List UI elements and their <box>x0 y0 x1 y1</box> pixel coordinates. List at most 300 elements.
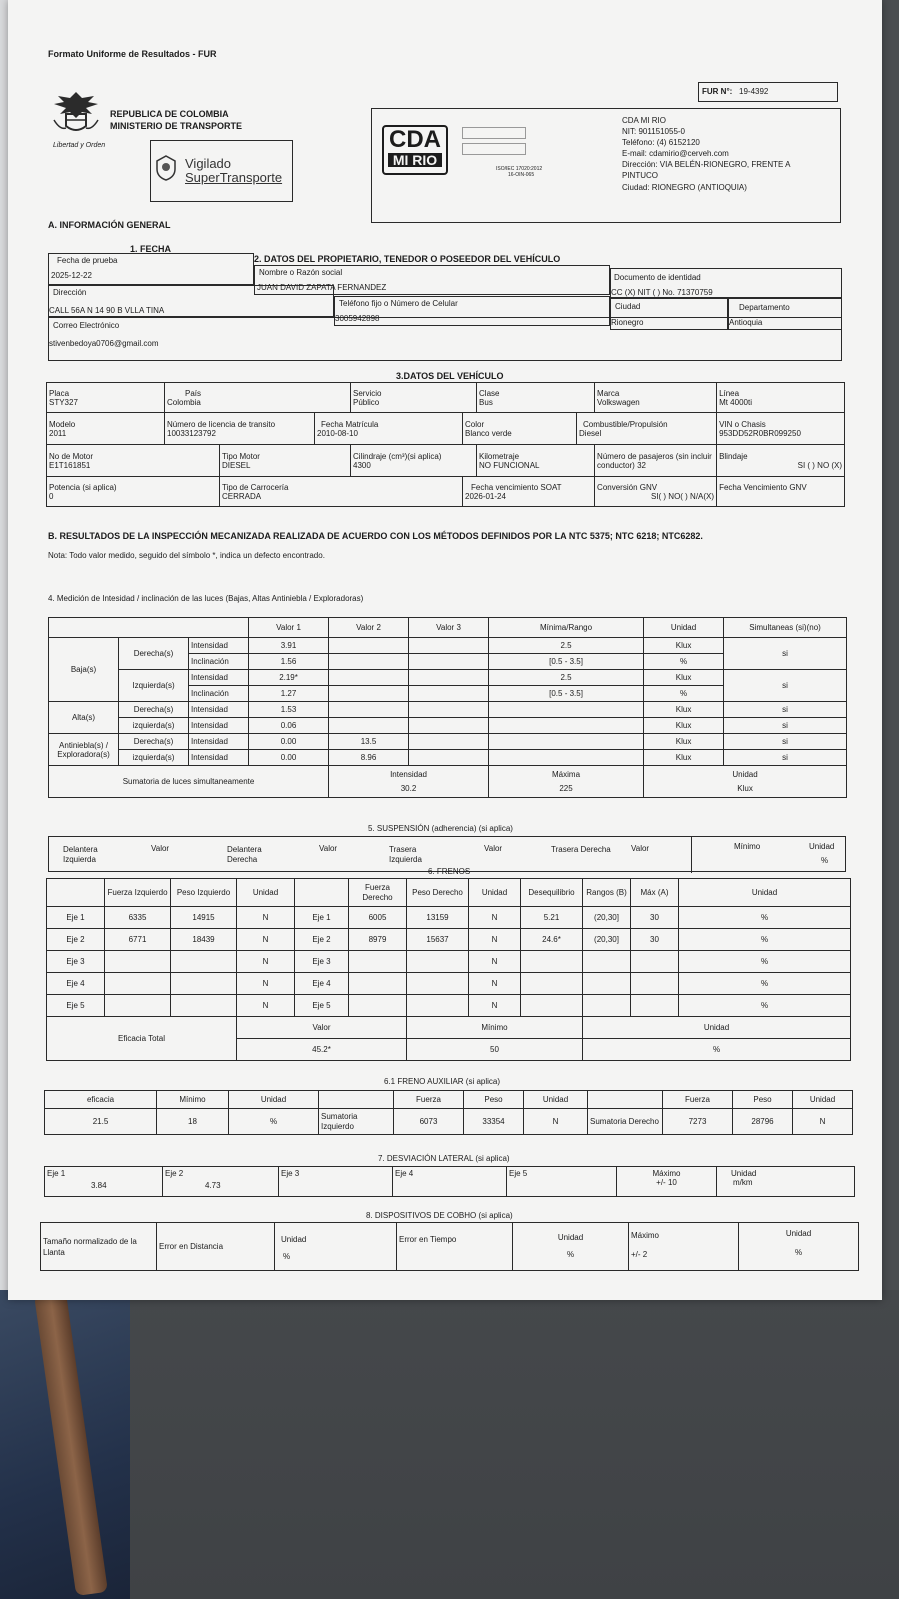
fur-document <box>8 0 882 1300</box>
suspension-unit: % <box>821 856 829 865</box>
brake-unidad-der: N <box>469 929 521 951</box>
cilindraje-cell <box>351 445 477 477</box>
fur-number-label: FUR N°: <box>702 87 733 96</box>
brake-unidad-izq: N <box>237 995 295 1017</box>
eficacia-valor-label: Valor <box>237 1017 407 1039</box>
gov-line1: REPUBLICA DE COLOMBIA <box>110 109 229 119</box>
modelo-value: 2011 <box>49 428 67 438</box>
direccion-cell <box>48 285 334 317</box>
brake-fuerza-izq: 6335 <box>105 907 171 929</box>
suspension-minimo-label: Mínimo <box>734 842 761 851</box>
baja-izquierda-label: Izquierda(s) <box>119 670 189 702</box>
cobro-tiempo-unit: % <box>566 1250 575 1259</box>
vin-cell <box>717 413 845 445</box>
lights-table <box>48 617 847 798</box>
sumatoria-maxima-value: 225 <box>559 784 573 793</box>
sumatoria-maxima-cell <box>489 766 644 798</box>
eficacia-minimo-label: Mínimo <box>407 1017 583 1039</box>
departamento-label: Departamento <box>739 303 790 312</box>
cobro-llanta-label: Tamaño normalizado de la Llanta <box>41 1223 157 1271</box>
ciudad-label: Ciudad <box>615 302 641 311</box>
sumatoria-unidad-cell <box>644 766 847 798</box>
intensidad-label: Intensidad <box>189 718 249 734</box>
brake-unidad-der: N <box>469 973 521 995</box>
brake-unit: % <box>679 929 851 951</box>
brake-peso-der: 15637 <box>407 929 469 951</box>
suspension-valor-3: Valor <box>484 844 503 853</box>
brake-eje-label-der: Eje 2 <box>295 929 349 951</box>
brake-eje-label-der: Eje 3 <box>295 951 349 973</box>
baja-izq-inc-v1: 1.27 <box>249 686 329 702</box>
cda-logo-bottom: MI RIO <box>388 153 442 167</box>
linea-cell <box>717 383 845 413</box>
nombre-label: Nombre o Razón social <box>259 268 343 277</box>
brake-unidad-izq: N <box>237 973 295 995</box>
cobro-table <box>40 1222 859 1271</box>
brake-peso-der: 13159 <box>407 907 469 929</box>
potencia-label: Potencia (si aplica) <box>49 482 117 492</box>
antiniebla-der-simultanea: si <box>724 734 847 750</box>
brake-unit: % <box>679 973 851 995</box>
placa-label: Placa <box>49 388 70 398</box>
antiniebla-izq-v1: 0.00 <box>249 750 329 766</box>
vigilado-line2: SuperTransporte <box>185 170 283 185</box>
antiniebla-derecha-label: Derecha(s) <box>119 734 189 750</box>
aux-minimo-label: Mínimo <box>157 1091 229 1109</box>
lights-header-valor3: Valor 3 <box>409 618 489 638</box>
vin-value: 953DD52R0BR099250 <box>719 428 801 438</box>
cobro-unit-cell <box>739 1223 859 1271</box>
combustible-label: Combustible/Propulsión <box>583 419 668 429</box>
sumatoria-maxima-label: Máxima <box>552 770 581 779</box>
deviation-eje2-cell <box>163 1167 279 1197</box>
cda-info-box <box>371 108 841 223</box>
brakes-header-max: Máx (A) <box>631 879 679 907</box>
eficacia-minimo: 50 <box>407 1039 583 1061</box>
aux-peso-label-der: Peso <box>733 1091 793 1109</box>
correo-label: Correo Electrónico <box>53 321 120 330</box>
deviation-max-label: Máximo <box>652 1169 681 1178</box>
brake-unit: % <box>679 951 851 973</box>
antiniebla-izq-v2: 8.96 <box>329 750 409 766</box>
brake-desequilibrio <box>521 973 583 995</box>
suspension-valor-1: Valor <box>151 844 170 853</box>
brake-eje-label: Eje 5 <box>47 995 105 1017</box>
intensidad-label: Intensidad <box>189 750 249 766</box>
deviation-max-cell <box>617 1167 717 1197</box>
brake-peso-izq <box>171 995 237 1017</box>
baja-der-int-v3 <box>409 638 489 654</box>
document-title: Formato Uniforme de Resultados - FUR <box>48 49 217 59</box>
brake-fuerza-izq <box>105 951 171 973</box>
cilindraje-value: 4300 <box>353 460 371 470</box>
gnv-label: Conversión GNV <box>597 482 658 492</box>
cobro-tiempo-cell <box>397 1223 513 1271</box>
brake-unit: % <box>679 995 851 1017</box>
antiniebla-der-min <box>489 734 644 750</box>
antiniebla-izquierda-label: izquierda(s) <box>119 750 189 766</box>
baja-der-int-unit: Klux <box>644 638 724 654</box>
brake-fuerza-izq <box>105 995 171 1017</box>
deviation-eje5-label: Eje 5 <box>509 1169 528 1178</box>
brakes-header-fuerza-izq: Fuerza Izquierdo <box>105 879 171 907</box>
alta-derecha-label: Derecha(s) <box>119 702 189 718</box>
cobro-max-label: Máximo <box>631 1231 660 1240</box>
antiniebla-izq-simultanea: si <box>724 750 847 766</box>
intensidad-label: Intensidad <box>189 670 249 686</box>
cda-city: Ciudad: RIONEGRO (ANTIOQUIA) <box>622 183 747 192</box>
brake-fuerza-izq: 6771 <box>105 929 171 951</box>
lights-header-simultaneas: Simultaneas (si)(no) <box>724 618 847 638</box>
alta-izq-unit: Klux <box>644 718 724 734</box>
brake-fuerza-der <box>349 973 407 995</box>
brake-row <box>47 995 851 1017</box>
cda-address2: PINTUCO <box>622 171 658 180</box>
baja-izq-simultanea: si <box>724 670 847 702</box>
brakes-table <box>46 878 851 1061</box>
deviation-eje4-label: Eje 4 <box>395 1169 414 1178</box>
direccion-value: CALL 56A N 14 90 B VLLA TINA <box>49 306 165 315</box>
cda-address1: Dirección: VIA BELÉN-RIONEGRO, FRENTE A <box>622 160 791 169</box>
lights-header-minima: Mínima/Rango <box>489 618 644 638</box>
blindaje-cell <box>717 445 845 477</box>
lights-header-unidad: Unidad <box>644 618 724 638</box>
fecha-prueba-value: 2025-12-22 <box>51 271 92 280</box>
alta-izq-simultanea: si <box>724 718 847 734</box>
aux-brake-title: 6.1 FRENO AUXILIAR (si aplica) <box>384 1077 501 1086</box>
baja-label: Baja(s) <box>49 638 119 702</box>
blindaje-value: SI ( ) NO (X) <box>797 460 843 470</box>
brake-eje-label: Eje 4 <box>47 973 105 995</box>
cda-email: E-mail: cdamirio@cerveh.com <box>622 149 729 158</box>
aux-sum-izq-label: Sumatoria Izquierdo <box>319 1109 394 1135</box>
servicio-value: Público <box>353 397 380 407</box>
cda-stamp-box-1 <box>462 127 526 139</box>
aux-sum-der-label: Sumatoria Derecho <box>588 1109 663 1135</box>
clase-label: Clase <box>479 388 500 398</box>
aux-peso-label-izq: Peso <box>464 1091 524 1109</box>
clase-value: Bus <box>479 397 493 407</box>
cda-mi-rio-logo <box>382 125 448 175</box>
documento-label: Documento de identidad <box>614 273 701 282</box>
potencia-cell <box>47 477 220 507</box>
alta-der-unit: Klux <box>644 702 724 718</box>
suspension-del-izq-label: Delantera Izquierda <box>63 845 98 864</box>
cda-logo-top: CDA <box>389 126 441 153</box>
brake-unidad-der: N <box>469 995 521 1017</box>
documento-cell <box>610 268 842 298</box>
intensidad-label: Intensidad <box>189 702 249 718</box>
km-cell <box>477 445 595 477</box>
brakes-header-desequilibrio: Desequilibrio <box>521 879 583 907</box>
suspension-title: 5. SUSPENSIÓN (adherencia) (si aplica) <box>368 824 513 833</box>
pasajeros-label: Número de pasajeros (sin incluir conductor) <box>597 451 712 470</box>
licencia-value: 10033123792 <box>167 428 216 438</box>
deviation-eje4-cell <box>393 1167 507 1197</box>
cda-stamp-box-2 <box>462 143 526 155</box>
brake-desequilibrio <box>521 951 583 973</box>
deviation-eje1-cell <box>45 1167 163 1197</box>
aux-blank-1 <box>319 1091 394 1109</box>
cobro-unit: % <box>794 1248 803 1257</box>
alta-der-v1: 1.53 <box>249 702 329 718</box>
aux-eficacia: 21.5 <box>45 1109 157 1135</box>
soat-cell <box>463 477 595 507</box>
owner-heading: 2. DATOS DEL PROPIETARIO, TENEDOR O POSEEDOR DEL VEHÍCULO <box>254 254 561 264</box>
gov-motto: Libertad y Orden <box>53 142 106 149</box>
inclinacion-label: Inclinación <box>189 686 249 702</box>
brake-desequilibrio: 5.21 <box>521 907 583 929</box>
cda-nit: NIT: 901151055-0 <box>622 127 686 136</box>
cda-phone: Teléfono: (4) 6152120 <box>622 138 700 147</box>
deviation-eje2-value: 4.73 <box>205 1181 221 1190</box>
licencia-cell <box>165 413 315 445</box>
carroceria-cell <box>220 477 463 507</box>
brake-desequilibrio <box>521 995 583 1017</box>
marca-cell <box>595 383 717 413</box>
deviation-unit-cell <box>717 1167 855 1197</box>
brakes-header-blank-2 <box>295 879 349 907</box>
brake-peso-izq: 18439 <box>171 929 237 951</box>
baja-der-inc-unit: % <box>644 654 724 670</box>
modelo-cell <box>47 413 165 445</box>
linea-value: Mt 4000ti <box>719 397 752 407</box>
placa-cell <box>47 383 165 413</box>
suspension-valor-4: Valor <box>631 844 650 853</box>
intensidad-label: Intensidad <box>189 734 249 750</box>
sumatoria-label: Sumatoria de luces simultaneamente <box>49 766 329 798</box>
aux-unidad-label-izq: Unidad <box>524 1091 588 1109</box>
soat-label: Fecha vencimiento SOAT <box>471 482 562 492</box>
baja-izq-int-v1: 2.19* <box>249 670 329 686</box>
motor-value: E1T161851 <box>49 460 91 470</box>
telefono-value: 3005942898 <box>335 314 380 323</box>
baja-izq-inc-min: [0.5 - 3.5] <box>489 686 644 702</box>
fur-number: 19-4392 <box>739 87 769 96</box>
brake-peso-izq: 14915 <box>171 907 237 929</box>
motor-label: No de Motor <box>49 451 94 461</box>
pais-value: Colombia <box>167 397 201 407</box>
aux-unidad-label: Unidad <box>229 1091 319 1109</box>
color-value: Blanco verde <box>465 428 512 438</box>
blindaje-label: Blindaje <box>719 451 748 461</box>
pais-label: País <box>185 388 202 398</box>
cobro-tiempo-label: Error en Tiempo <box>399 1235 457 1244</box>
brakes-header-unidad-3: Unidad <box>679 879 851 907</box>
alta-izquierda-label: izquierda(s) <box>119 718 189 734</box>
cda-iso-code: 16-OIN-065 <box>508 172 535 178</box>
brake-max <box>631 973 679 995</box>
lights-header-valor2: Valor 2 <box>329 618 409 638</box>
brake-fuerza-izq <box>105 973 171 995</box>
fecha-prueba-label: Fecha de prueba <box>57 256 118 265</box>
cobro-unit-label: Unidad <box>785 1229 812 1238</box>
brake-unit: % <box>679 907 851 929</box>
documento-value: CC (X) NIT ( ) No. 71370759 <box>611 288 713 297</box>
linea-label: Línea <box>719 388 740 398</box>
aux-fuerza-label-der: Fuerza <box>663 1091 733 1109</box>
alta-izq-v2 <box>329 718 409 734</box>
brake-peso-der <box>407 995 469 1017</box>
alta-der-v2 <box>329 702 409 718</box>
sumatoria-unidad-label: Unidad <box>732 770 758 779</box>
alta-izq-v1: 0.06 <box>249 718 329 734</box>
antiniebla-der-v2: 13.5 <box>329 734 409 750</box>
deviation-eje1-value: 3.84 <box>91 1181 107 1190</box>
gnv-venc-cell <box>717 477 845 507</box>
deviation-unit: m/km <box>733 1178 753 1187</box>
aux-blank-2 <box>588 1091 663 1109</box>
baja-der-int-v1: 3.91 <box>249 638 329 654</box>
intensidad-label: Intensidad <box>189 638 249 654</box>
baja-der-inc-v1: 1.56 <box>249 654 329 670</box>
aux-eficacia-label: eficacia <box>45 1091 157 1109</box>
baja-der-int-v2 <box>329 638 409 654</box>
aux-unidad-izq: N <box>524 1109 588 1135</box>
vigilado-supertransporte-logo <box>150 140 293 202</box>
cobro-dist-unit-cell <box>275 1223 397 1271</box>
cobro-tiempo-unit-cell <box>513 1223 629 1271</box>
background-floor <box>130 1290 899 1599</box>
vigilado-line1: Vigilado <box>185 156 232 171</box>
brake-fuerza-der <box>349 995 407 1017</box>
baja-izq-int-v2 <box>329 670 409 686</box>
cobro-tiempo-unit-label: Unidad <box>557 1233 584 1242</box>
brake-rango <box>583 995 631 1017</box>
brake-peso-izq <box>171 951 237 973</box>
supertransporte-emblem-icon <box>155 155 177 181</box>
aux-fuerza-der: 7273 <box>663 1109 733 1135</box>
pais-cell <box>165 383 351 413</box>
aux-fuerza-label-izq: Fuerza <box>394 1091 464 1109</box>
departamento-value: Antioquia <box>729 318 763 327</box>
carroceria-value: CERRADA <box>222 491 262 501</box>
marca-value: Volkswagen <box>597 397 640 407</box>
telefono-label: Teléfono fijo o Número de Celular <box>339 299 458 308</box>
brake-eje-label: Eje 3 <box>47 951 105 973</box>
brakes-header-fuerza-der: Fuerza Derecho <box>349 879 407 907</box>
clase-cell <box>477 383 595 413</box>
antiniebla-der-v3 <box>409 734 489 750</box>
alta-izq-v3 <box>409 718 489 734</box>
licencia-label: Número de licencia de transito <box>167 419 276 429</box>
alta-izq-min <box>489 718 644 734</box>
cilindraje-label: Cilindraje (cm³)(si aplica) <box>353 451 442 461</box>
suspension-del-der-label: Delantera Derecha <box>227 845 262 864</box>
baja-der-inc-min: [0.5 - 3.5] <box>489 654 644 670</box>
brake-row <box>47 973 851 995</box>
lights-title: 4. Medición de Intesidad / inclinación de las luces (Bajas, Altas Antiniebla / Exploradoras) <box>48 594 364 603</box>
alta-der-min <box>489 702 644 718</box>
brake-eje-label: Eje 2 <box>47 929 105 951</box>
modelo-label: Modelo <box>49 419 76 429</box>
brake-unidad-der: N <box>469 951 521 973</box>
gnv-cell <box>595 477 717 507</box>
antiniebla-izq-min <box>489 750 644 766</box>
baja-izq-int-min: 2.5 <box>489 670 644 686</box>
brake-peso-der <box>407 951 469 973</box>
brake-rango: (20,30] <box>583 907 631 929</box>
vin-label: VIN o Chasis <box>719 419 766 429</box>
soat-value: 2026-01-24 <box>465 491 506 501</box>
brake-eje-label-der: Eje 1 <box>295 907 349 929</box>
deviation-title: 7. DESVIACIÓN LATERAL (si aplica) <box>378 1154 510 1163</box>
matricula-cell <box>315 413 463 445</box>
antiniebla-izq-v3 <box>409 750 489 766</box>
deviation-eje2-label: Eje 2 <box>165 1169 184 1178</box>
brake-rango <box>583 973 631 995</box>
deviation-eje5-cell <box>507 1167 617 1197</box>
combustible-value: Diesel <box>579 428 602 438</box>
servicio-cell <box>351 383 477 413</box>
km-value: NO FUNCIONAL <box>479 460 540 470</box>
aux-unidad-label-der: Unidad <box>793 1091 853 1109</box>
cda-iso: ISO/IEC 17020:2012 <box>496 166 543 172</box>
brake-max: 30 <box>631 907 679 929</box>
km-label: Kilometraje <box>479 451 520 461</box>
pasajeros-value: 32 <box>637 460 646 470</box>
aux-peso-der: 28796 <box>733 1109 793 1135</box>
antiniebla-label: Antiniebla(s) / Exploradora(s) <box>49 734 119 766</box>
deviation-unit-label: Unidad <box>731 1169 757 1178</box>
colombia-coat-of-arms-icon <box>50 90 102 138</box>
aux-unidad: % <box>229 1109 319 1135</box>
baja-izq-inc-v3 <box>409 686 489 702</box>
lights-header-blank <box>49 618 249 638</box>
baja-derecha-label: Derecha(s) <box>119 638 189 670</box>
brake-rango: (20,30] <box>583 929 631 951</box>
color-cell <box>463 413 577 445</box>
brakes-header-unidad-2: Unidad <box>469 879 521 907</box>
section-a-title: A. INFORMACIÓN GENERAL <box>48 220 171 230</box>
cda-name: CDA MI RIO <box>622 116 667 125</box>
cobro-max: +/- 2 <box>631 1250 648 1259</box>
brake-eje-label: Eje 1 <box>47 907 105 929</box>
aux-fuerza-izq: 6073 <box>394 1109 464 1135</box>
cobro-dist-unit-label: Unidad <box>281 1235 307 1244</box>
alta-der-v3 <box>409 702 489 718</box>
section-b-note: Nota: Todo valor medido, seguido del símbolo *, indica un defecto encontrado. <box>48 551 325 560</box>
baja-der-inc-v3 <box>409 654 489 670</box>
antiniebla-der-v1: 0.00 <box>249 734 329 750</box>
combustible-cell <box>577 413 717 445</box>
baja-izq-int-v3 <box>409 670 489 686</box>
brake-rango <box>583 951 631 973</box>
brake-row <box>47 929 851 951</box>
brake-unidad-izq: N <box>237 951 295 973</box>
tipo-motor-cell <box>220 445 351 477</box>
brakes-header-peso-izq: Peso Izquierdo <box>171 879 237 907</box>
alta-der-simultanea: si <box>724 702 847 718</box>
suspension-divider <box>691 837 692 873</box>
eficacia-valor: 45.2* <box>237 1039 407 1061</box>
pasajeros-cell <box>595 445 717 477</box>
suspension-unidad-label: Unidad <box>809 842 835 851</box>
servicio-label: Servicio <box>353 388 382 398</box>
brake-peso-der <box>407 973 469 995</box>
baja-der-inc-v2 <box>329 654 409 670</box>
lights-header-valor1: Valor 1 <box>249 618 329 638</box>
gov-line2: MINISTERIO DE TRANSPORTE <box>110 121 243 131</box>
sumatoria-unidad-value: Klux <box>737 784 753 793</box>
brake-unidad-izq: N <box>237 929 295 951</box>
sumatoria-intensidad-label: Intensidad <box>390 770 427 779</box>
direccion-label: Dirección <box>53 288 87 297</box>
aux-brake-table <box>44 1090 853 1135</box>
vehicle-table <box>46 382 845 507</box>
baja-izq-inc-unit: % <box>644 686 724 702</box>
brake-fuerza-der <box>349 951 407 973</box>
